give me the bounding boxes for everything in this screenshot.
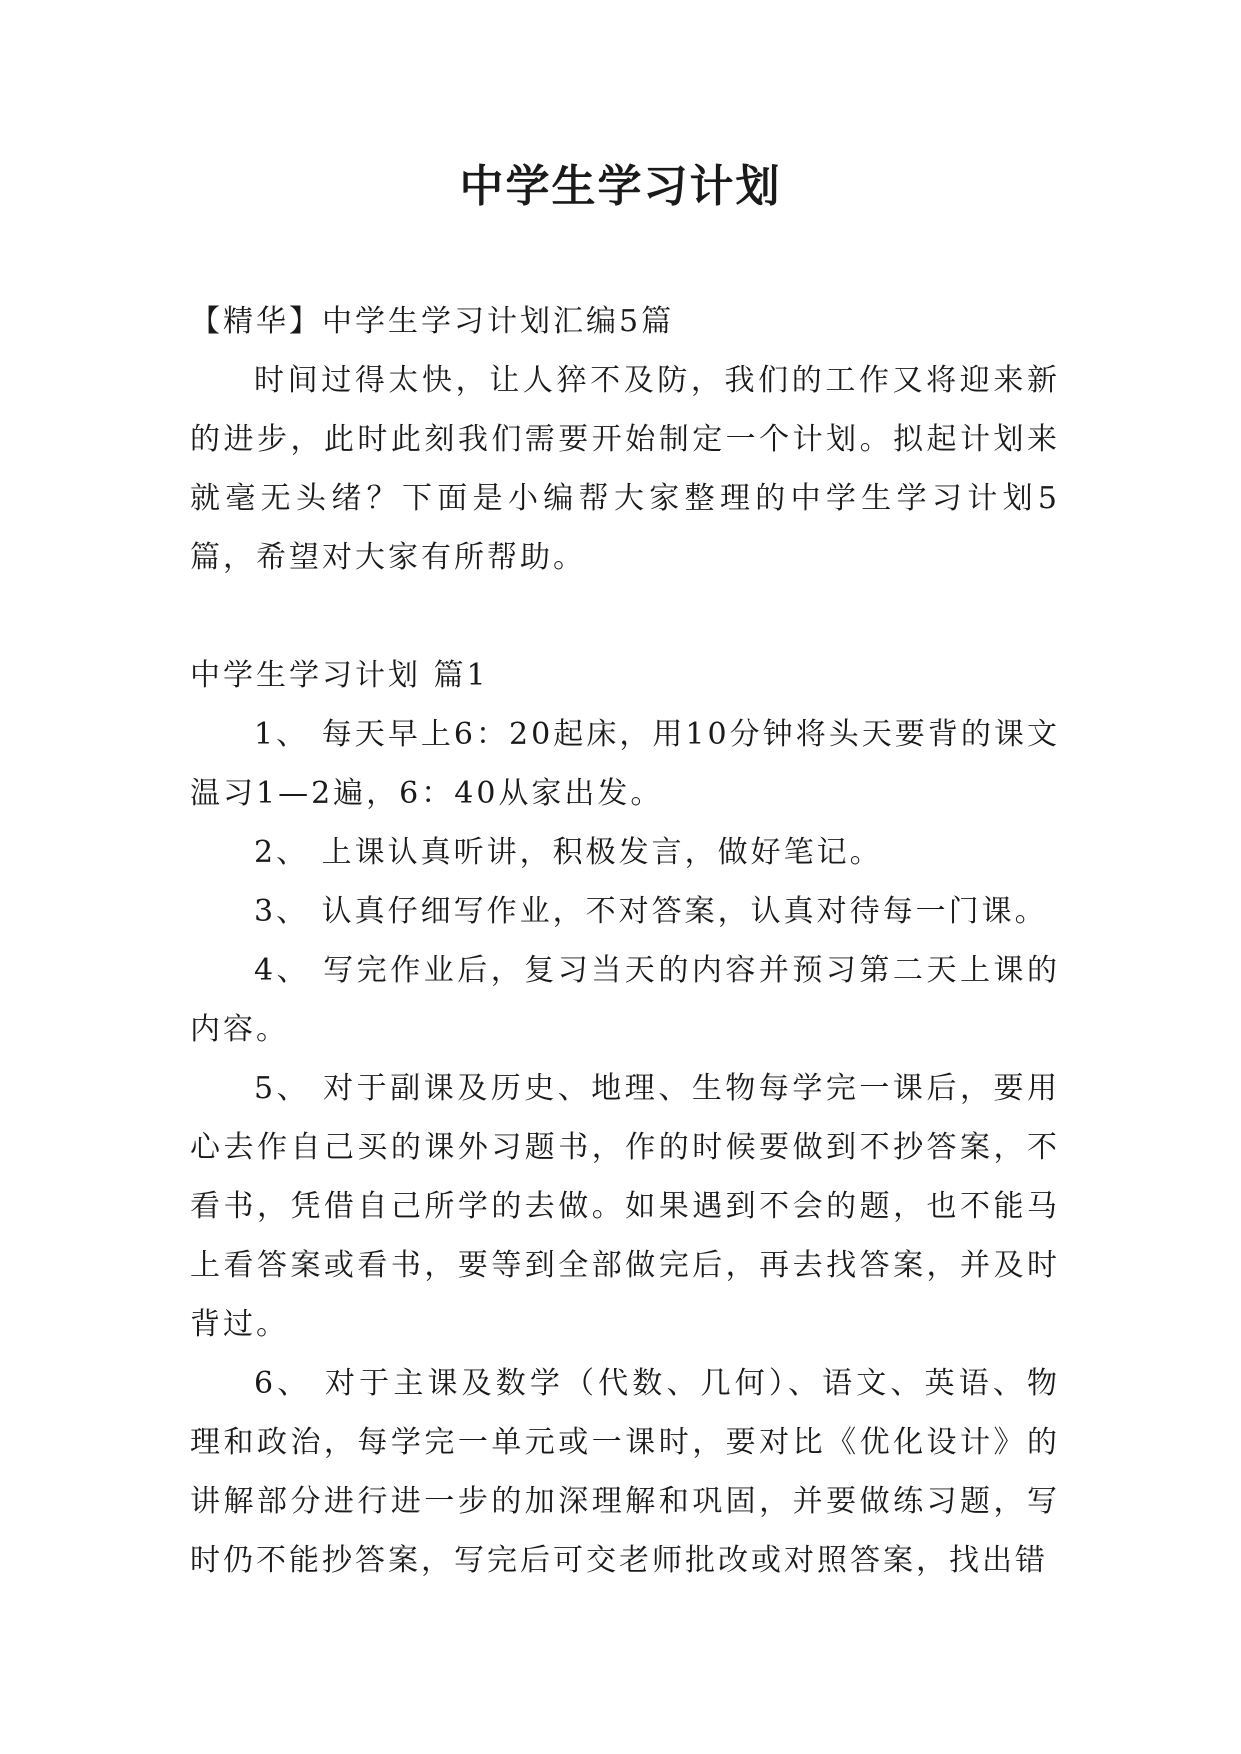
document-title: 中学生学习计划 [459, 161, 782, 212]
plan-item-6: 6、 对于主课及数学（代数、几何）、语文、英语、物理和政治，每学完一单元或一课时，要对比《优化设计》的讲解部分进行进一步的加深理解和巩固，并要做练习题，写时仍不能抄答案，写完后可交老师批改或对照答案，找出错 [190, 1366, 1060, 1578]
document-subtitle: 【精华】中学生学习计划汇编5篇 [190, 304, 675, 339]
document-body [190, 292, 1060, 1590]
plan-item-2: 2、 上课认真听讲，积极发言，做好笔记。 [254, 835, 883, 870]
plan-item-1: 1、 每天早上6：20起床，用10分钟将头天要背的课文温习1—2遍，6：40从家出发。 [190, 717, 1060, 811]
plan-item-3: 3、 认真仔细写作业，不对答案，认真对待每一门课。 [254, 894, 1048, 929]
plan-item-5: 5、 对于副课及历史、地理、生物每学完一课后，要用心去作自己买的课外习题书，作的时候要做到不抄答案，不看书，凭借自己所学的去做。如果遇到不会的题，也不能马上看答案或看书，要等到全部做完后，再去找答案，并及时背过。 [190, 1071, 1060, 1342]
intro-paragraph: 时间过得太快，让人猝不及防，我们的工作又将迎来新的进步，此时此刻我们需要开始制定一个计划。拟起计划来就毫无头绪？下面是小编帮大家整理的中学生学习计划5篇，希望对大家有所帮助。 [190, 363, 1060, 575]
plan-item-4: 4、 写完作业后，复习当天的内容并预习第二天上课的内容。 [190, 953, 1060, 1047]
section-heading: 中学生学习计划 篇1 [190, 658, 489, 693]
